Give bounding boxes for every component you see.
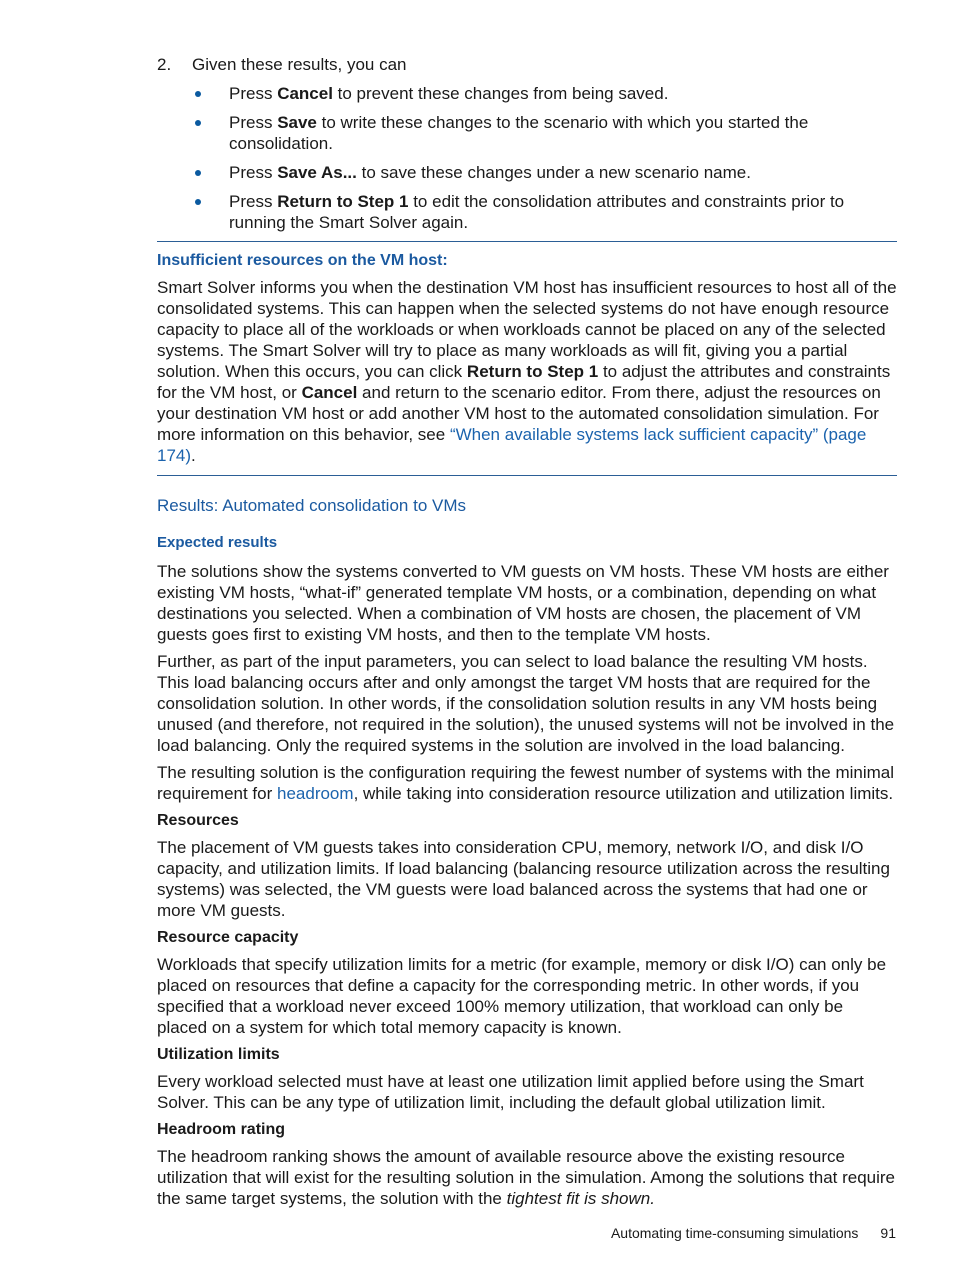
capacity-reference-link[interactable]: “When available systems lack sufficient capacity” (page 174) (157, 425, 867, 465)
heading-headroom-rating: Headroom rating (157, 1121, 286, 1138)
ui-term: Save As... (277, 163, 357, 182)
paragraph: The resulting solution is the configuration requiring the fewest number of systems with the minimal requirement for headroom, while taking into consideration resource utilization and utilization limits. (157, 763, 895, 803)
heading-resources: Resources (157, 812, 239, 829)
ui-term: Cancel (277, 84, 333, 103)
list-item: Press Save to write these changes to the scenario with which you started the consolidation. (193, 112, 897, 154)
paragraph: The placement of VM guests takes into consideration CPU, memory, network I/O, and disk I/O capacity, and utilization limits. If load balancing (balancing resource utilization across the resulting systems) was selected, the VM guests were load balanced across the systems that had one or more VM guests. (157, 838, 890, 920)
paragraph: Every workload selected must have at least one utilization limit applied before using the Smart Solver. This can be any type of utilization limit, including the default global utilization limit. (157, 1072, 864, 1112)
note-title: Insufficient resources on the VM host: (157, 252, 448, 269)
list-item: Press Save As... to save these changes under a new scenario name. (193, 162, 897, 183)
section-title: Results: Automated consolidation to VMs (157, 496, 466, 515)
heading-utilization-limits: Utilization limits (157, 1046, 280, 1063)
step-2 (157, 54, 897, 75)
note-text: Smart Solver informs you when the destination VM host has insufficient resources to host all of the consolidated systems. This can happen when the selected systems do not have enough resource capacity to place all of the workloads or when workloads cannot be placed on any of the selected systems. The Smart Solver will try to place as many workloads as will fit, giving you a partial solution. When this occurs, you can click Return to Step 1 to adjust the attributes and constraints for the VM host, or Cancel and return to the scenario editor. From there, adjust the resources on your destination VM host or add another VM host to the automated consolidation simulation. For more information on this behavior, see “When available systems lack sufficient capacity” (page 174). (157, 278, 897, 465)
ui-term: Return to Step 1 (277, 192, 409, 211)
options-list (193, 83, 897, 233)
step-text: Given these results, you can (192, 55, 407, 74)
list-item: Press Return to Step 1 to edit the consolidation attributes and constraints prior to running the Smart Solver again. (193, 191, 897, 233)
paragraph: Further, as part of the input parameters, you can select to load balance the resulting VM hosts. This load balancing occurs after and only amongst the target VM hosts that are required for the consolidation solution. In other words, if the consolidation solution results in any VM hosts being unused (and therefore, not required in the solution), the unused systems will not be involved in the load balancing. Only the required systems in the solution are involved in the load balancing. (157, 652, 895, 755)
bullet-icon (195, 91, 201, 97)
page-footer (611, 1223, 896, 1244)
ui-term: Save (277, 113, 317, 132)
footer-section: Automating time-consuming simulations (610, 1225, 859, 1241)
note-box (157, 241, 897, 476)
document-page (157, 54, 897, 1215)
bullet-icon (195, 120, 201, 126)
bullet-icon (195, 199, 201, 205)
page-number: 91 (880, 1225, 896, 1241)
subsection-title: Expected results (157, 534, 278, 551)
paragraph: The solutions show the systems converted to VM guests on VM hosts. These VM hosts are either existing VM hosts, “what-if” generated template VM hosts, or a combination, depending on what destinations you selected. When a combination of VM hosts are chosen, the placement of VM guests goes first to existing VM hosts, and then to the template VM hosts. (157, 562, 889, 644)
heading-resource-capacity: Resource capacity (157, 929, 299, 946)
paragraph: Workloads that specify utilization limits for a metric (for example, memory or disk I/O) can only be placed on resources that define a capacity for the corresponding metric. In other words, if you specified that a workload never exceed 100% memory utilization, that workload can only be placed on a system for which total memory capacity is known. (157, 955, 887, 1037)
paragraph: The headroom ranking shows the amount of available resource above the existing resource utilization that will exist for the resulting solution in the simulation. Among the solutions that require the same target systems, the solution with the tightest fit is shown. (157, 1147, 896, 1208)
headroom-link[interactable]: headroom (277, 784, 354, 803)
list-item: Press Cancel to prevent these changes from being saved. (193, 83, 897, 104)
bullet-icon (195, 170, 201, 176)
step-number: 2. (157, 55, 172, 74)
